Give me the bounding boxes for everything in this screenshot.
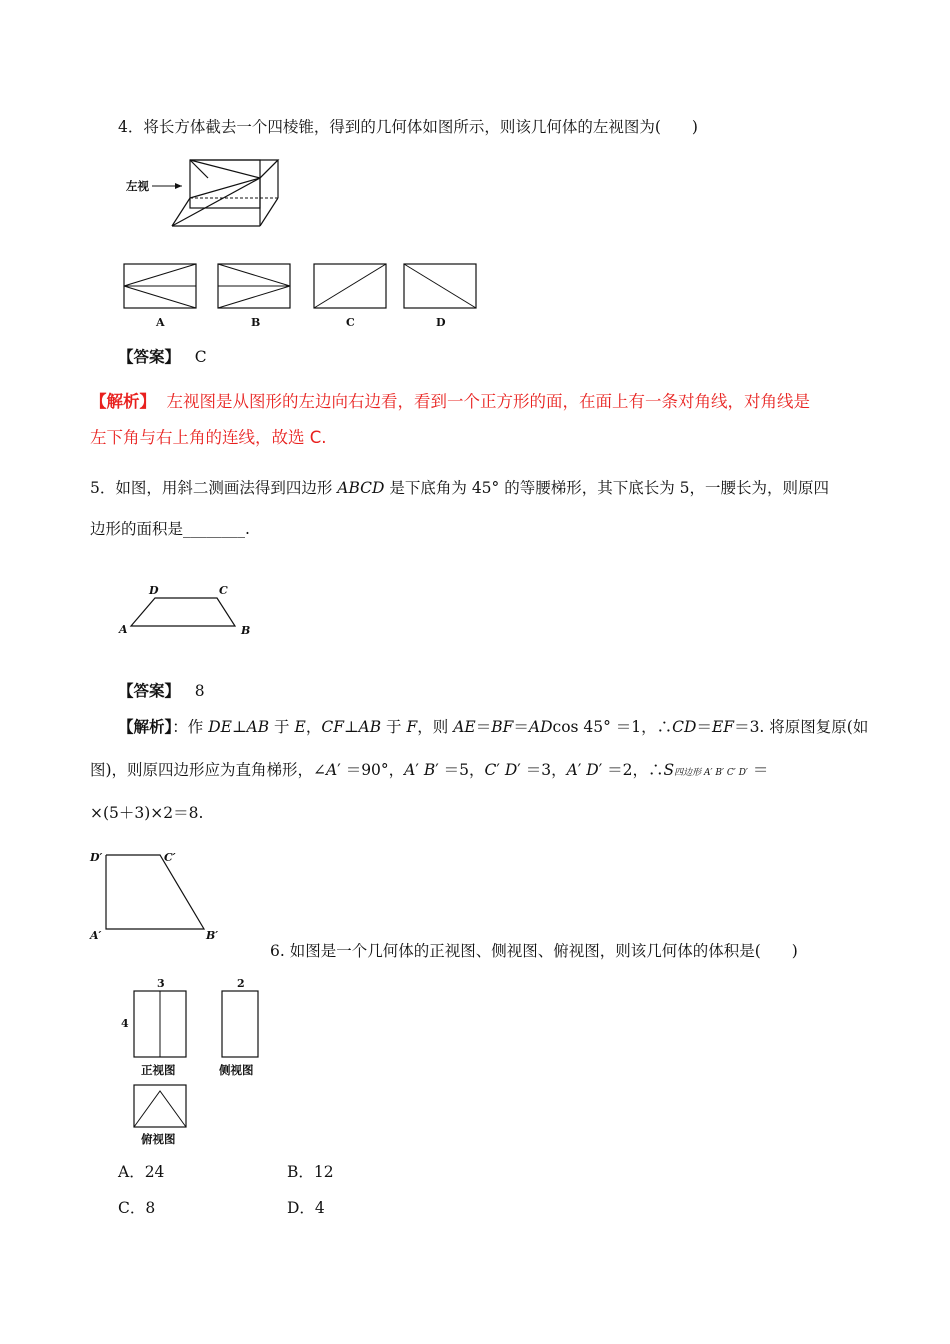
q5-fig1-label-a: A — [119, 623, 128, 636]
q4-analysis-tag: 【解析】 — [90, 392, 156, 411]
q4-options-figure — [120, 260, 490, 335]
q5-stem-line2: 边形的面积是________. — [90, 520, 250, 538]
q6-option-d: D．4 — [287, 1199, 325, 1217]
q5-fig1-label-b: B — [241, 624, 251, 637]
q5-answer — [118, 680, 205, 702]
q6-option-b: B．12 — [287, 1163, 334, 1181]
q5-fig2-label-c: C′ — [164, 851, 176, 864]
q4-option-b-label: B — [251, 316, 261, 329]
q6-top-label: 俯视图 — [141, 1132, 176, 1146]
q4-answer — [118, 346, 207, 368]
q6-side-view — [218, 977, 258, 1077]
q6-front-width: 3 — [157, 977, 165, 990]
q4-analysis-line1 — [90, 391, 810, 413]
q4-option-a-label: A — [156, 316, 165, 329]
q4-stem: 4．将长方体截去一个四棱锥，得到的几何体如图所示，则该几何体的左视图为( ) — [118, 118, 698, 136]
q4-answer-tag: 【答案】 — [118, 347, 181, 366]
q4-analysis-line2: 左下角与右上角的连线，故选 C. — [90, 428, 327, 447]
q5-analysis-line2: 图)，则原四边形应为直角梯形，∠A′ ＝90°，A′ B′ ＝5，C′ D′ ＝3，A′ D′ ＝2，∴S四边形 A′ B′ C′ D′ ＝ — [90, 761, 769, 779]
q5-trapezoid-figure — [115, 580, 265, 640]
q6-side-width: 2 — [237, 977, 245, 990]
q6-top-view — [134, 1085, 186, 1146]
q5-stem-line1: 5．如图，用斜二测画法得到四边形 ABCD 是下底角为 45° 的等腰梯形，其下底长为 5，一腰长为，则原四 — [90, 479, 830, 497]
q4-option-b-figure — [218, 264, 290, 329]
q5-right-trapezoid-figure — [88, 845, 228, 945]
q6-stem: 6. 如图是一个几何体的正视图、侧视图、俯视图，则该几何体的体积是( ) — [270, 942, 798, 960]
q5-analysis-line3: ×(5＋3)×2＝8. — [90, 804, 204, 822]
q4-option-c-figure — [314, 264, 386, 329]
q5-fig1-label-c: C — [219, 584, 228, 597]
q5-answer-tag: 【答案】 — [118, 681, 181, 700]
q4-option-a-figure — [124, 264, 196, 329]
q5-fig1-label-d: D — [149, 584, 159, 597]
q5-answer-value: 8 — [194, 682, 205, 700]
q6-three-views-figure — [115, 975, 275, 1150]
q4-option-d-label: D — [436, 316, 446, 329]
q4-option-c-label: C — [346, 316, 355, 329]
q5-fig2-label-d: D′ — [90, 851, 103, 864]
q4-answer-value: C — [194, 348, 207, 366]
q6-option-a: A．24 — [118, 1163, 165, 1181]
q6-front-label: 正视图 — [141, 1063, 176, 1077]
q5-fig2-label-a: A′ — [90, 929, 102, 942]
q6-front-height: 4 — [121, 1017, 129, 1030]
q6-front-view — [121, 977, 186, 1077]
q5-fig2-label-b: B′ — [206, 929, 219, 942]
q5-analysis-tag: 【解析】 — [118, 717, 173, 736]
q4-option-d-figure — [404, 264, 476, 329]
q6-side-label: 侧视图 — [219, 1063, 254, 1077]
q4-analysis-text1: 左视图是从图形的左边向右边看，看到一个正方形的面，在面上有一条对角线，对角线是 — [166, 392, 810, 411]
q4-3d-figure — [120, 150, 290, 230]
q5-analysis-line1: 【解析】：作 DE⊥AB 于 E，CF⊥AB 于 F，则 AE＝BF＝ADcos 45° ＝1，∴CD＝EF＝3. 将原图复原(如 — [118, 717, 869, 736]
q4-figure-label: 左视 — [126, 179, 149, 193]
q6-option-c: C．8 — [118, 1199, 156, 1217]
